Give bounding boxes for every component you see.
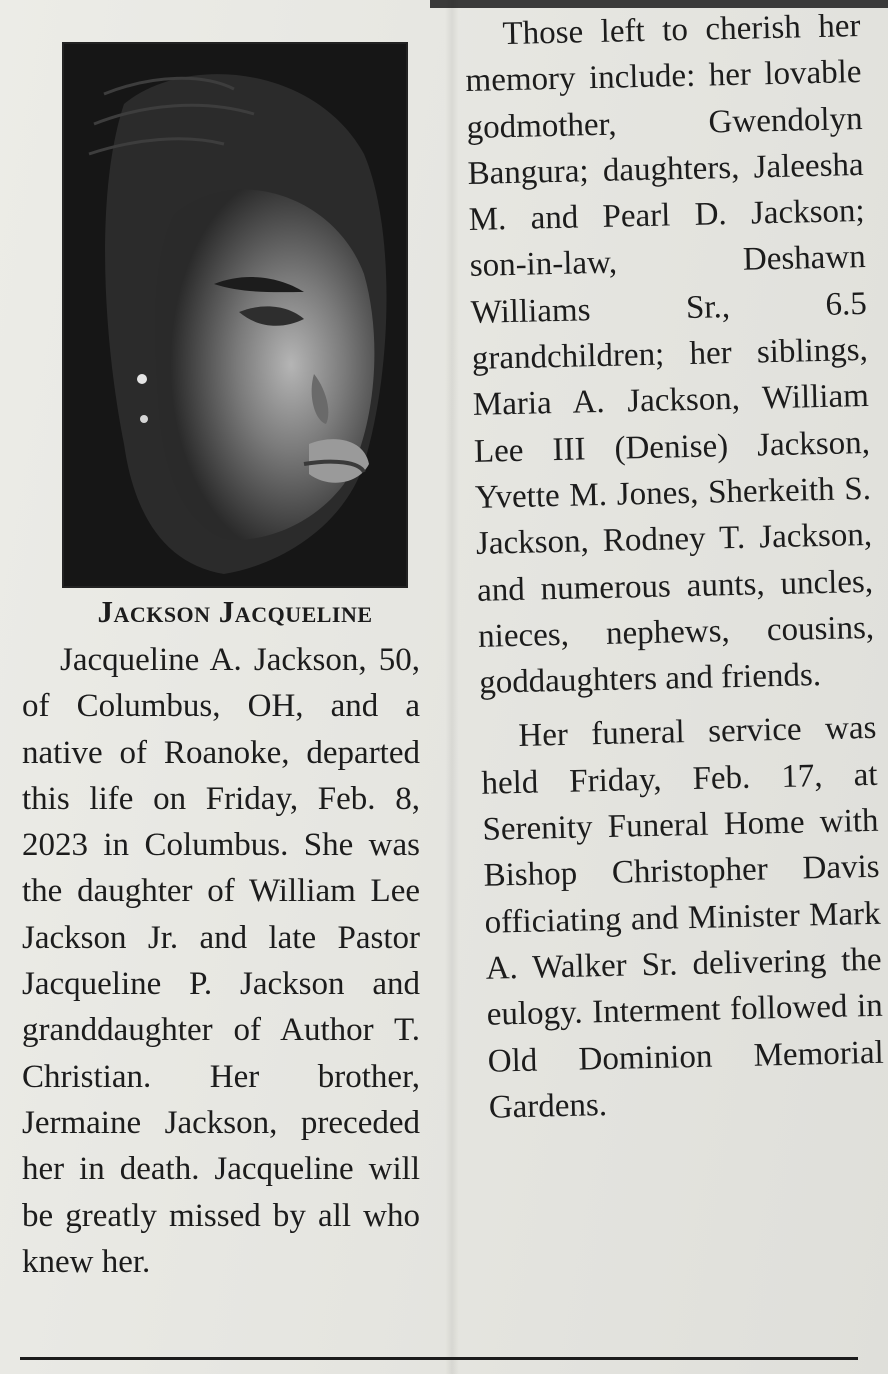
portrait-photo [62,42,408,588]
left-column [22,637,420,1293]
obituary-name-heading: Jackson Jacqueline [97,594,373,629]
service-paragraph: Her funeral service was held Friday, Feb. 17, at Serenity Funeral Home with Bishop Christopher Davis officiating and Minister Mark A. Walker Sr. delivering the eulogy. Interment followed in Old Dominion Memorial Gardens. [481,710,885,1126]
bottom-rule [20,1357,858,1360]
survivors-paragraph: Those left to cherish her memory include: her lovable godmother, Gwendolyn Bangura; daughters, Jaleesha M. and Pearl D. Jackson; son-in-law, Deshawn Williams Sr., 6.5 grandchildren; her siblings, Maria A. Jackson, William Lee III (Denise) Jackson, Yvette M. Jones, Sherkeith S. Jackson, Rodney T. Jackson, and numerous aunts, uncles, nieces, nephews, cousins, goddaughters and friends. [465,8,875,701]
portrait-illustration [64,44,408,588]
biography-paragraph: Jacqueline A. Jackson, 50, of Columbus, OH, and a native of Roanoke, departed this life on Friday, Feb. 8, 2023 in Columbus. She was the daughter of William Lee Jackson Jr. and late Pastor Jacqueline P. Jackson and granddaughter of Author T. Christian. Her brother, Jermaine Jackson, preceded her in death. Jacqueline will be greatly missed by all who knew her. [22,642,420,1280]
column-gutter [445,0,459,1374]
right-column [464,3,885,1139]
